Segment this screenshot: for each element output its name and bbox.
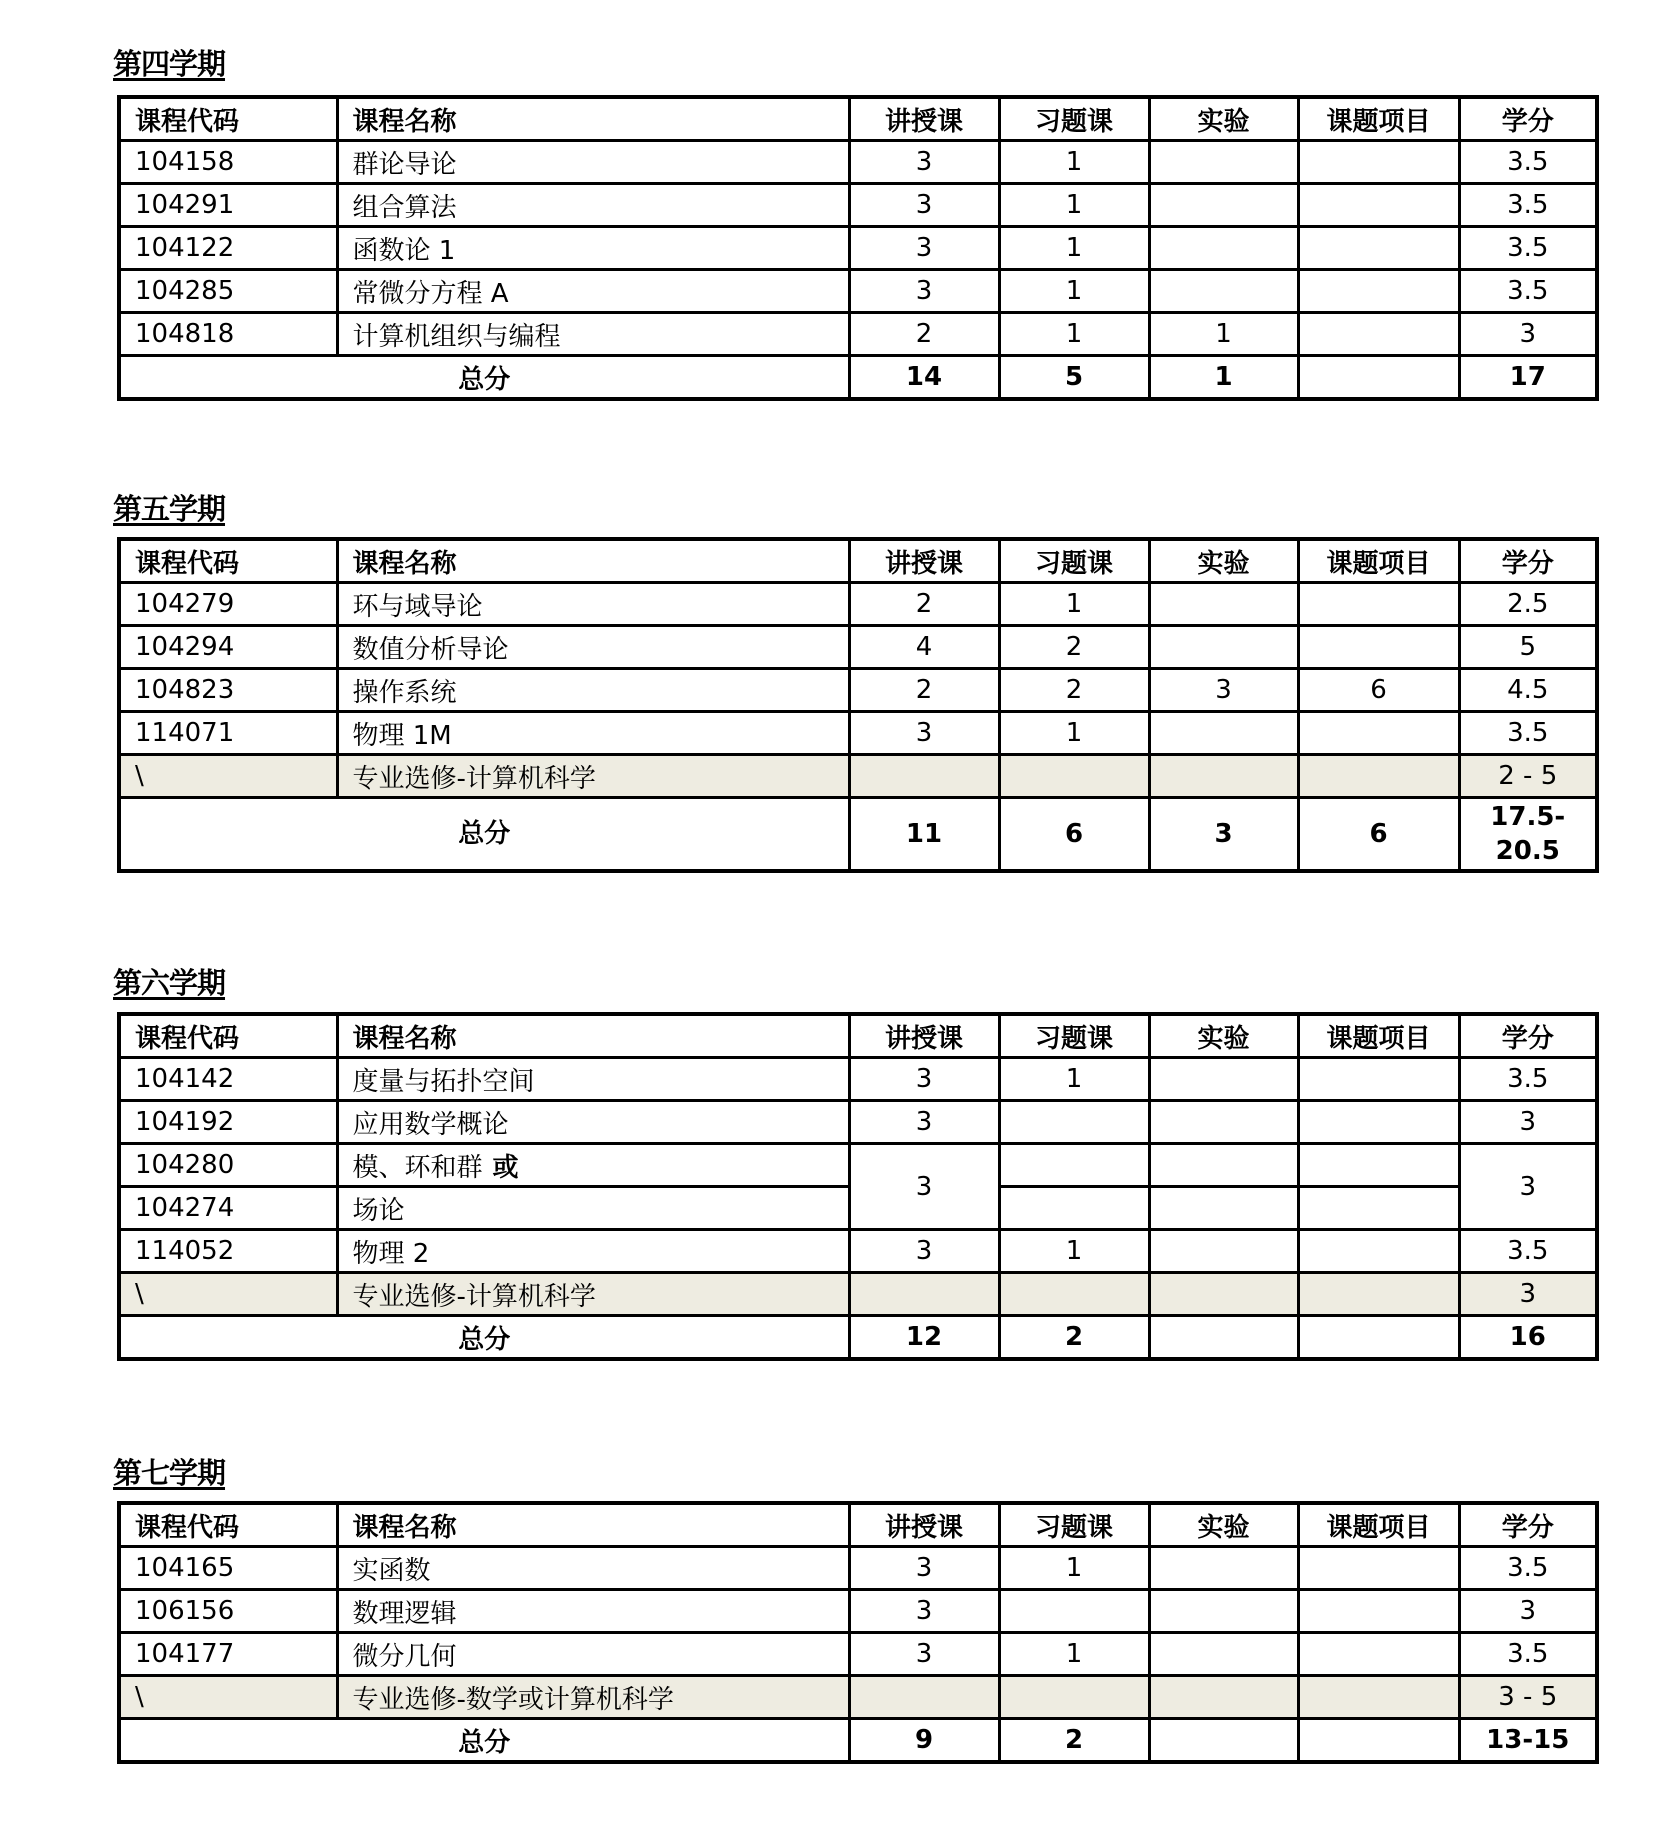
course-name: 群论导论 [337,141,849,184]
exercise-hours [999,1273,1149,1316]
header-exercise: 习题课 [999,539,1149,583]
elective-row [119,755,1597,798]
total-project [1298,1316,1459,1360]
course-code: \ [119,755,337,798]
lecture-hours: 2 [849,669,999,712]
credits: 3 [1459,1101,1597,1144]
total-lab: 3 [1149,798,1298,872]
lab-hours [1149,1273,1298,1316]
course-name: 计算机组织与编程 [337,313,849,356]
course-code: 106156 [119,1590,337,1633]
exercise-hours: 1 [999,184,1149,227]
total-lab [1149,1719,1298,1763]
course-name: 函数论 1 [337,227,849,270]
header-lecture: 讲授课 [849,97,999,141]
course-code: 104285 [119,270,337,313]
exercise-hours: 1 [999,227,1149,270]
course-code: \ [119,1273,337,1316]
project-hours [1298,270,1459,313]
course-table [117,95,1599,401]
credits: 3.5 [1459,227,1597,270]
table-row [119,1547,1597,1590]
total-project [1298,1719,1459,1763]
course-name: 物理 2 [337,1230,849,1273]
course-code: 104274 [119,1187,337,1230]
lecture-hours: 3 [849,184,999,227]
project-hours [1298,1590,1459,1633]
total-row [119,1316,1597,1360]
table-header-row [119,1014,1597,1058]
total-lecture: 9 [849,1719,999,1763]
lecture-hours: 3 [849,227,999,270]
table-row [119,626,1597,669]
course-name: 专业选修-计算机科学 [337,1273,849,1316]
project-hours [1298,1101,1459,1144]
total-label: 总分 [119,356,849,400]
lecture-hours: 3 [849,1547,999,1590]
credits: 3.5 [1459,712,1597,755]
lab-hours: 3 [1149,669,1298,712]
course-code: 104279 [119,583,337,626]
table-row [119,270,1597,313]
exercise-hours: 1 [999,1547,1149,1590]
project-hours [1298,184,1459,227]
exercise-hours: 1 [999,1058,1149,1101]
project-hours [1298,1547,1459,1590]
elective-row [119,1676,1597,1719]
lab-hours [1149,1676,1298,1719]
project-hours [1298,1058,1459,1101]
exercise-hours [999,1101,1149,1144]
course-name: 数理逻辑 [337,1590,849,1633]
total-label: 总分 [119,1316,849,1360]
credits: 3 - 5 [1459,1676,1597,1719]
course-table [117,1501,1599,1764]
total-lab: 1 [1149,356,1298,400]
lab-hours [1149,1101,1298,1144]
header-credits: 学分 [1459,1014,1597,1058]
project-hours [1298,755,1459,798]
credits: 3.5 [1459,1547,1597,1590]
header-project: 课题项目 [1298,1014,1459,1058]
table-row [119,313,1597,356]
course-table [117,537,1599,873]
total-lab [1149,1316,1298,1360]
header-course-code: 课程代码 [119,97,337,141]
total-row [119,1719,1597,1763]
lab-hours [1149,227,1298,270]
project-hours [1298,1187,1459,1230]
course-code: 104165 [119,1547,337,1590]
exercise-hours: 1 [999,313,1149,356]
lecture-hours: 2 [849,583,999,626]
elective-row [119,1273,1597,1316]
course-name-text: 模、环和群 [352,1152,483,1183]
lab-hours: 1 [1149,313,1298,356]
total-credits: 13-15 [1459,1719,1597,1763]
lab-hours [1149,1187,1298,1230]
total-row [119,356,1597,400]
table-row [119,1058,1597,1101]
total-credits [1459,798,1597,872]
lecture-hours [849,755,999,798]
header-lecture: 讲授课 [849,539,999,583]
total-exercise: 2 [999,1316,1149,1360]
course-code: 104294 [119,626,337,669]
exercise-hours: 1 [999,1230,1149,1273]
exercise-hours [999,1590,1149,1633]
header-credits: 学分 [1459,97,1597,141]
lab-hours [1149,1144,1298,1187]
lab-hours [1149,1590,1298,1633]
project-hours [1298,712,1459,755]
project-hours [1298,583,1459,626]
credits: 3 [1459,313,1597,356]
course-code: 104122 [119,227,337,270]
lecture-hours: 3 [849,712,999,755]
header-lab: 实验 [1149,539,1298,583]
header-credits: 学分 [1459,539,1597,583]
credits: 3.5 [1459,1230,1597,1273]
course-name: 专业选修-数学或计算机科学 [337,1676,849,1719]
exercise-hours: 1 [999,583,1149,626]
course-name: 应用数学概论 [337,1101,849,1144]
header-lab: 实验 [1149,1503,1298,1547]
header-course-code: 课程代码 [119,1014,337,1058]
header-project: 课题项目 [1298,539,1459,583]
course-name: 场论 [337,1187,849,1230]
header-course-code: 课程代码 [119,1503,337,1547]
exercise-hours: 2 [999,669,1149,712]
total-lecture: 11 [849,798,999,872]
lab-hours [1149,1633,1298,1676]
project-hours [1298,626,1459,669]
course-name: 微分几何 [337,1633,849,1676]
total-row [119,798,1597,872]
total-credits-line-2: 20.5 [1495,836,1560,866]
course-name [337,1144,849,1187]
table-row [119,227,1597,270]
table-header-row [119,539,1597,583]
header-exercise: 习题课 [999,1503,1149,1547]
header-course-name: 课程名称 [337,539,849,583]
course-code: 104823 [119,669,337,712]
total-exercise: 5 [999,356,1149,400]
exercise-hours: 1 [999,141,1149,184]
table-row [119,1590,1597,1633]
project-hours [1298,227,1459,270]
lab-hours [1149,1058,1298,1101]
credits: 3.5 [1459,1058,1597,1101]
course-code: 104818 [119,313,337,356]
total-credits: 17 [1459,356,1597,400]
lab-hours [1149,184,1298,227]
lab-hours [1149,583,1298,626]
lecture-hours [849,1273,999,1316]
total-exercise: 6 [999,798,1149,872]
lab-hours [1149,1547,1298,1590]
course-code: 114071 [119,712,337,755]
header-lab: 实验 [1149,97,1298,141]
table-header-row [119,1503,1597,1547]
table-row [119,712,1597,755]
lecture-hours: 4 [849,626,999,669]
header-exercise: 习题课 [999,1014,1149,1058]
exercise-hours: 1 [999,1633,1149,1676]
semester-title: 第七学期 [113,1456,226,1490]
lecture-hours: 2 [849,313,999,356]
header-course-name: 课程名称 [337,1014,849,1058]
total-credits-line-1: 17.5- [1490,802,1566,832]
course-code: 104158 [119,141,337,184]
credits: 3.5 [1459,1633,1597,1676]
project-hours [1298,1144,1459,1187]
lab-hours [1149,1230,1298,1273]
total-exercise: 2 [999,1719,1149,1763]
total-label: 总分 [119,1719,849,1763]
lecture-hours [849,1676,999,1719]
course-code: 104142 [119,1058,337,1101]
table-header-row [119,97,1597,141]
credits: 5 [1459,626,1597,669]
lab-hours [1149,141,1298,184]
project-hours [1298,141,1459,184]
course-name: 度量与拓扑空间 [337,1058,849,1101]
header-course-code: 课程代码 [119,539,337,583]
exercise-hours [999,755,1149,798]
course-name: 专业选修-计算机科学 [337,755,849,798]
table-row [119,1230,1597,1273]
course-code: 104280 [119,1144,337,1187]
course-code: 104192 [119,1101,337,1144]
table-row [119,1101,1597,1144]
exercise-hours: 2 [999,626,1149,669]
exercise-hours [999,1676,1149,1719]
table-row [119,583,1597,626]
exercise-hours [999,1144,1149,1187]
credits: 3 [1459,1590,1597,1633]
total-lecture: 14 [849,356,999,400]
project-hours [1298,1676,1459,1719]
exercise-hours [999,1187,1149,1230]
credits: 2 - 5 [1459,755,1597,798]
course-name: 组合算法 [337,184,849,227]
lecture-hours: 3 [849,1058,999,1101]
lecture-hours: 3 [849,1633,999,1676]
header-credits: 学分 [1459,1503,1597,1547]
lecture-hours: 3 [849,1590,999,1633]
header-lab: 实验 [1149,1014,1298,1058]
credits: 3 [1459,1273,1597,1316]
or-label: 或 [492,1152,519,1183]
credits: 3.5 [1459,184,1597,227]
table-row [119,669,1597,712]
total-project [1298,356,1459,400]
credits: 3.5 [1459,270,1597,313]
lab-hours [1149,270,1298,313]
course-name: 实函数 [337,1547,849,1590]
course-table [117,1012,1599,1361]
lecture-hours: 3 [849,1144,999,1230]
credits: 4.5 [1459,669,1597,712]
header-exercise: 习题课 [999,97,1149,141]
exercise-hours: 1 [999,712,1149,755]
project-hours [1298,1230,1459,1273]
lab-hours [1149,626,1298,669]
project-hours [1298,1633,1459,1676]
course-code: 104177 [119,1633,337,1676]
total-lecture: 12 [849,1316,999,1360]
semester-title: 第六学期 [113,966,226,1000]
project-hours [1298,1273,1459,1316]
table-row [119,141,1597,184]
exercise-hours: 1 [999,270,1149,313]
total-label: 总分 [119,798,849,872]
lecture-hours: 3 [849,141,999,184]
table-row [119,184,1597,227]
course-name: 环与域导论 [337,583,849,626]
header-course-name: 课程名称 [337,97,849,141]
header-course-name: 课程名称 [337,1503,849,1547]
course-name: 物理 1M [337,712,849,755]
lecture-hours: 3 [849,1101,999,1144]
course-name: 操作系统 [337,669,849,712]
header-project: 课题项目 [1298,1503,1459,1547]
semester-title: 第四学期 [113,47,226,81]
course-code: 114052 [119,1230,337,1273]
semester-title: 第五学期 [113,492,226,526]
project-hours [1298,313,1459,356]
project-hours: 6 [1298,669,1459,712]
lab-hours [1149,755,1298,798]
course-name: 常微分方程 A [337,270,849,313]
credits: 2.5 [1459,583,1597,626]
lecture-hours: 3 [849,1230,999,1273]
header-lecture: 讲授课 [849,1503,999,1547]
total-credits: 16 [1459,1316,1597,1360]
lab-hours [1149,712,1298,755]
course-code: \ [119,1676,337,1719]
table-row [119,1633,1597,1676]
credits: 3 [1459,1144,1597,1230]
lecture-hours: 3 [849,270,999,313]
table-row [119,1144,1597,1187]
header-project: 课题项目 [1298,97,1459,141]
course-name: 数值分析导论 [337,626,849,669]
credits: 3.5 [1459,141,1597,184]
total-project: 6 [1298,798,1459,872]
course-code: 104291 [119,184,337,227]
header-lecture: 讲授课 [849,1014,999,1058]
